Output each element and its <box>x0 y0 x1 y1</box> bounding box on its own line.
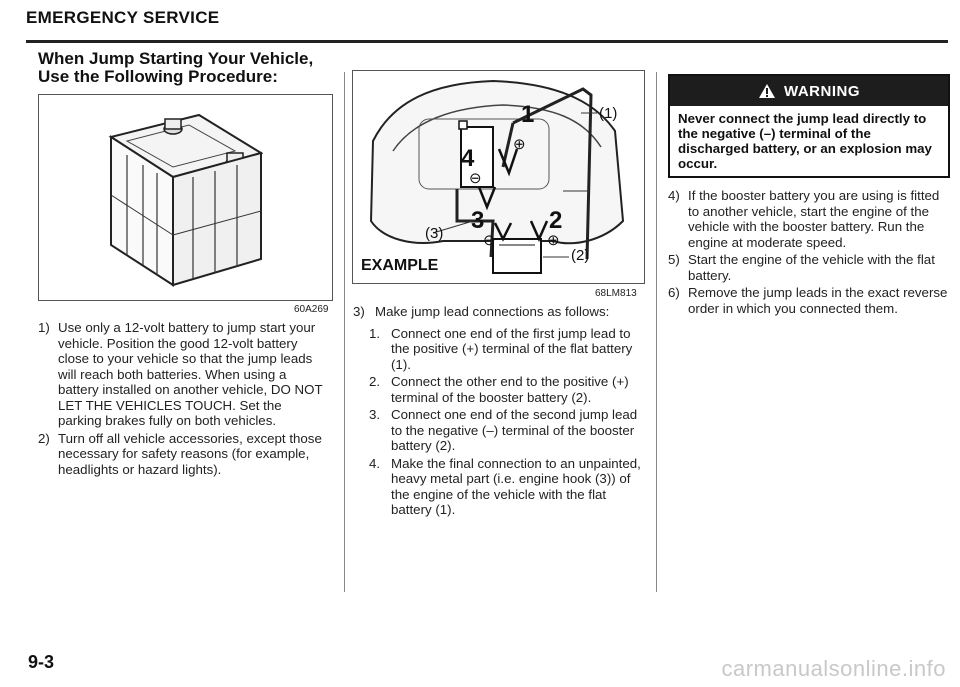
right-steps-list <box>668 188 948 318</box>
step-number: 5) <box>668 252 680 267</box>
step-number: 1) <box>38 320 50 335</box>
jump-figure-code: 68LM813 <box>595 288 637 299</box>
battery-illustration <box>39 95 332 300</box>
step-text: Connect one end of the second jump lead to the negative (–) terminal of the booster battery (2). <box>391 407 638 453</box>
header-rule <box>26 40 948 43</box>
middle-substeps-list <box>369 326 645 518</box>
step-text: Remove the jump leads in the exact reverse order in which you connected them. <box>688 285 948 316</box>
jump-illustration <box>353 71 644 283</box>
plus-terminal-icon: ⊕ <box>513 136 526 153</box>
example-label: EXAMPLE <box>361 257 439 274</box>
list-item <box>369 326 645 373</box>
list-item <box>369 456 645 518</box>
step-text: Make jump lead connections as follows: <box>375 304 610 319</box>
jump-figure <box>352 70 645 284</box>
warning-title: WARNING <box>784 82 860 100</box>
battery-figure-code: 60A269 <box>294 304 329 315</box>
step-number: 2) <box>38 430 50 446</box>
column-divider <box>656 72 657 592</box>
section-title: EMERGENCY SERVICE <box>26 8 220 27</box>
step-text: Start the engine of the vehicle with the flat battery. <box>688 252 935 283</box>
jump-figure-ref-1: (1) <box>599 105 618 122</box>
list-item <box>369 374 645 405</box>
jump-figure-label-2: 2 <box>549 207 563 234</box>
list-item <box>38 431 328 478</box>
step-number: 3) <box>353 304 365 319</box>
jump-figure-label-3: 3 <box>471 207 485 234</box>
minus-terminal-icon: ⊖ <box>483 232 496 249</box>
warning-text: Never connect the jump lead directly to the negative (–) terminal of the discharged battery, or an explosion may occur. <box>678 111 932 171</box>
warning-header <box>670 76 948 106</box>
list-item <box>668 252 948 283</box>
step-text: Use only a 12-volt battery to jump start your vehicle. Position the good 12-volt battery close to your vehicle so that the jump leads will reach both batteries. When using a battery installed on another vehicle, DO NOT LET THE VEHICLES TOUCH. Set the parking brakes fully on both vehicles. <box>58 320 323 428</box>
list-item <box>353 304 647 320</box>
warning-triangle-icon <box>758 83 776 99</box>
jump-figure-ref-2: (2) <box>571 247 590 264</box>
middle-steps <box>353 304 647 520</box>
column-divider <box>344 72 345 592</box>
step-number: 1. <box>369 325 381 341</box>
battery-figure <box>38 94 333 301</box>
step-text: Connect the other end to the positive (+) terminal of the booster battery (2). <box>391 374 629 405</box>
step-number: 6) <box>668 285 680 300</box>
jump-figure-ref-3: (3) <box>425 225 444 242</box>
step-text: Make the final connection to an unpainted, heavy metal part (i.e. engine hook (3)) of the engine of the vehicle with the flat battery (1). <box>391 455 641 517</box>
jump-figure-label-1: 1 <box>521 101 535 128</box>
step-number: 4) <box>668 188 680 203</box>
watermark: carmanualsonline.info <box>721 656 946 681</box>
plus-terminal-icon: ⊕ <box>547 232 560 249</box>
jump-figure-label-4: 4 <box>461 145 475 172</box>
procedure-heading: When Jump Starting Your Vehicle, Use the Following Procedure: <box>38 49 314 86</box>
list-item <box>38 320 328 429</box>
left-steps-list <box>38 320 328 479</box>
step-text: Turn off all vehicle accessories, except those necessary for safety reasons (for example, headlights or hazard lights). <box>58 430 322 477</box>
step-text: If the booster battery you are using is fitted to another vehicle, start the engine of the vehicle with the booster battery. Run the engine at moderate speed. <box>688 188 940 250</box>
list-item <box>668 285 948 316</box>
list-item <box>668 188 948 250</box>
step-number: 3. <box>369 407 381 422</box>
minus-terminal-icon: ⊖ <box>469 170 482 187</box>
step-text: Connect one end of the first jump lead to the positive (+) terminal of the flat battery (1). <box>391 325 633 372</box>
list-item <box>369 407 645 454</box>
step-number: 2. <box>369 374 381 389</box>
step-number: 4. <box>369 455 381 471</box>
warning-box <box>668 74 950 178</box>
page-number: 9-3 <box>28 652 55 672</box>
